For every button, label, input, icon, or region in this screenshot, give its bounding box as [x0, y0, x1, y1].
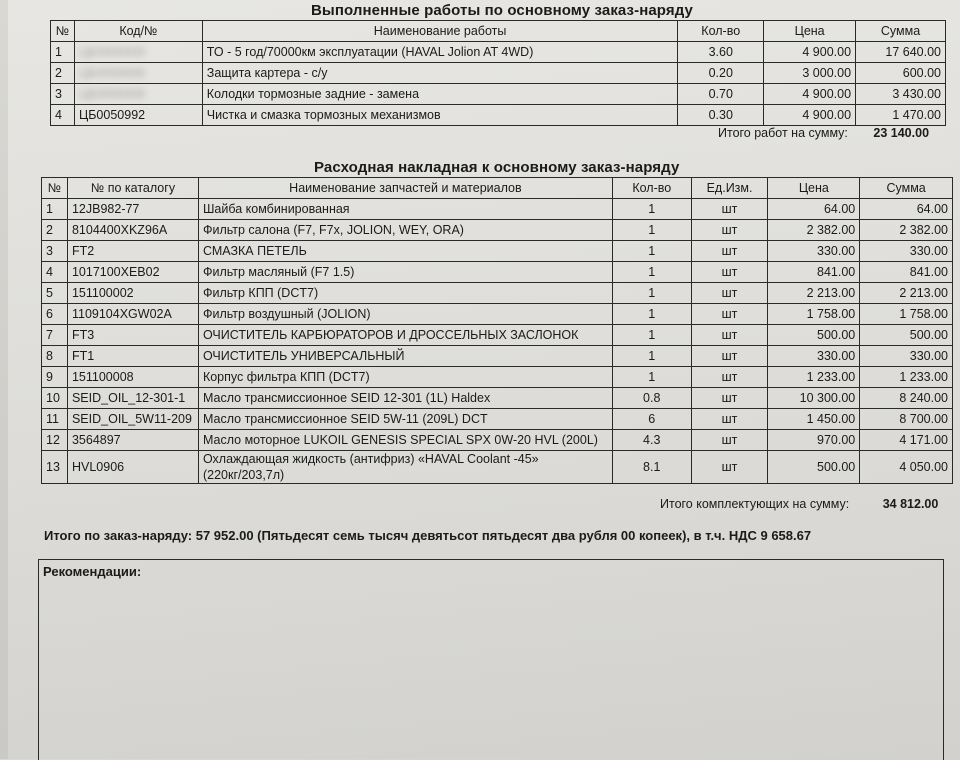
cell-name: Чистка и смазка тормозных механизмов — [202, 105, 678, 126]
table-row — [42, 325, 953, 346]
cell-code — [74, 63, 202, 84]
table-row — [51, 42, 946, 63]
cell-qty: 1 — [612, 220, 691, 241]
recommendations-box — [38, 559, 944, 760]
cell-name: Фильтр воздушный (JOLION) — [198, 304, 612, 325]
table-row — [42, 199, 953, 220]
cell-unit: шт — [691, 367, 768, 388]
cell-catalog: SEID_OIL_12-301-1 — [67, 388, 198, 409]
cell-qty: 4.3 — [612, 430, 691, 451]
cell-catalog: FT3 — [67, 325, 198, 346]
cell-name: Масло трансмиссионное SEID 5W-11 (209L) DCT — [198, 409, 612, 430]
cell-sum: 8 240.00 — [860, 388, 953, 409]
parts-total-label: Итого комплектующих на сумму: — [660, 497, 850, 511]
blurred-code: ЦБ0000000 — [78, 45, 146, 59]
cell-sum: 330.00 — [860, 241, 953, 262]
cell-price: 2 382.00 — [768, 220, 860, 241]
cell-price: 1 758.00 — [768, 304, 860, 325]
cell-qty: 1 — [612, 199, 691, 220]
cell-n: 1 — [51, 42, 75, 63]
parts-header-name: Наименование запчастей и материалов — [198, 178, 612, 199]
cell-name: ОЧИСТИТЕЛЬ УНИВЕРСАЛЬНЫЙ — [198, 346, 612, 367]
works-header-n: № — [51, 21, 75, 42]
cell-catalog: HVL0906 — [67, 451, 198, 484]
cell-price: 2 213.00 — [768, 283, 860, 304]
cell-qty: 0.30 — [678, 105, 764, 126]
cell-n: 4 — [42, 262, 68, 283]
cell-n: 10 — [42, 388, 68, 409]
cell-price: 4 900.00 — [764, 105, 856, 126]
table-row — [42, 367, 953, 388]
cell-qty: 1 — [612, 241, 691, 262]
cell-qty: 0.8 — [612, 388, 691, 409]
table-row — [42, 388, 953, 409]
parts-header-n: № — [42, 178, 68, 199]
cell-unit: шт — [691, 451, 768, 484]
cell-unit: шт — [691, 262, 768, 283]
cell-name: Фильтр салона (F7, F7x, JOLION, WEY, ORA) — [198, 220, 612, 241]
works-table — [50, 20, 946, 126]
cell-price: 841.00 — [768, 262, 860, 283]
cell-name: Защита картера - с/у — [202, 63, 678, 84]
cell-n: 5 — [42, 283, 68, 304]
cell-name: Фильтр КПП (DCT7) — [198, 283, 612, 304]
cell-n: 1 — [42, 199, 68, 220]
cell-n: 8 — [42, 346, 68, 367]
table-row — [42, 220, 953, 241]
cell-sum: 4 171.00 — [860, 430, 953, 451]
cell-qty: 0.20 — [678, 63, 764, 84]
cell-n: 6 — [42, 304, 68, 325]
cell-qty: 0.70 — [678, 84, 764, 105]
cell-sum: 1 233.00 — [860, 367, 953, 388]
cell-sum: 500.00 — [860, 325, 953, 346]
cell-unit: шт — [691, 283, 768, 304]
works-title: Выполненные работы по основному заказ-наряду — [311, 2, 693, 19]
cell-price: 330.00 — [768, 346, 860, 367]
table-row — [42, 262, 953, 283]
cell-n: 2 — [42, 220, 68, 241]
cell-n: 12 — [42, 430, 68, 451]
cell-catalog: FT1 — [67, 346, 198, 367]
cell-sum: 3 430.00 — [856, 84, 946, 105]
works-header-qty: Кол-во — [678, 21, 764, 42]
parts-header-sum: Сумма — [860, 178, 953, 199]
cell-unit: шт — [691, 241, 768, 262]
cell-qty: 8.1 — [612, 451, 691, 484]
cell-catalog: 1109104XGW02A — [67, 304, 198, 325]
cell-code — [74, 84, 202, 105]
parts-header-cat: № по каталогу — [67, 178, 198, 199]
cell-name — [198, 451, 612, 484]
works-header-row — [51, 21, 946, 42]
parts-total-value: 34 812.00 — [882, 497, 939, 511]
cell-code: ЦБ0050992 — [74, 105, 202, 126]
cell-price: 64.00 — [768, 199, 860, 220]
cell-catalog: 151100008 — [67, 367, 198, 388]
cell-sum: 17 640.00 — [856, 42, 946, 63]
cell-sum: 1 470.00 — [856, 105, 946, 126]
parts-header-unit: Ед.Изм. — [691, 178, 768, 199]
table-row — [51, 105, 946, 126]
works-header-code: Код/№ — [74, 21, 202, 42]
cell-n: 13 — [42, 451, 68, 484]
cell-price: 500.00 — [768, 451, 860, 484]
cell-unit: шт — [691, 409, 768, 430]
cell-n: 11 — [42, 409, 68, 430]
works-header-name: Наименование работы — [202, 21, 678, 42]
parts-header-qty: Кол-во — [612, 178, 691, 199]
table-row — [51, 63, 946, 84]
parts-body — [42, 199, 953, 484]
cell-name: Масло трансмиссионное SEID 12-301 (1L) Haldex — [198, 388, 612, 409]
cell-name: Корпус фильтра КПП (DCT7) — [198, 367, 612, 388]
cell-sum: 2 382.00 — [860, 220, 953, 241]
cell-qty: 1 — [612, 304, 691, 325]
works-header-sum: Сумма — [856, 21, 946, 42]
cell-name: Колодки тормозные задние - замена — [202, 84, 678, 105]
table-row — [42, 451, 953, 484]
cell-qty: 1 — [612, 367, 691, 388]
parts-header-price: Цена — [768, 178, 860, 199]
works-total-value: 23 140.00 — [873, 126, 930, 140]
cell-unit: шт — [691, 220, 768, 241]
cell-sum: 8 700.00 — [860, 409, 953, 430]
blurred-code: ЦБ0000000 — [78, 87, 146, 101]
parts-table — [41, 177, 953, 484]
cell-catalog: 1017100XEB02 — [67, 262, 198, 283]
order-total: Итого по заказ-наряду: 57 952.00 (Пятьдесят семь тысяч девятьсот пятьдесят два рубля 00 копеек), в т.ч. НДС 9 658.67 — [44, 528, 812, 543]
cell-sum: 2 213.00 — [860, 283, 953, 304]
cell-price: 1 450.00 — [768, 409, 860, 430]
parts-total — [660, 497, 938, 511]
cell-sum: 64.00 — [860, 199, 953, 220]
cell-sum: 1 758.00 — [860, 304, 953, 325]
cell-unit: шт — [691, 388, 768, 409]
table-row — [42, 409, 953, 430]
cell-price: 970.00 — [768, 430, 860, 451]
works-header-price: Цена — [764, 21, 856, 42]
table-row — [42, 346, 953, 367]
table-row — [51, 84, 946, 105]
cell-name: Шайба комбинированная — [198, 199, 612, 220]
blurred-code: ЦБ0000000 — [78, 66, 146, 80]
cell-price: 10 300.00 — [768, 388, 860, 409]
cell-name: ТО - 5 год/70000км эксплуатации (HAVAL Jolion AT 4WD) — [202, 42, 678, 63]
cell-sum: 4 050.00 — [860, 451, 953, 484]
cell-catalog: 12JB982-77 — [67, 199, 198, 220]
cell-qty: 1 — [612, 346, 691, 367]
table-row — [42, 304, 953, 325]
cell-n: 3 — [42, 241, 68, 262]
parts-title: Расходная накладная к основному заказ-наряду — [314, 159, 680, 176]
cell-qty: 6 — [612, 409, 691, 430]
cell-price: 330.00 — [768, 241, 860, 262]
cell-n: 9 — [42, 367, 68, 388]
cell-n: 3 — [51, 84, 75, 105]
cell-price: 1 233.00 — [768, 367, 860, 388]
table-row — [42, 283, 953, 304]
recommendations-label: Рекомендации: — [43, 564, 142, 579]
parts-header-row — [42, 178, 953, 199]
cell-qty: 1 — [612, 325, 691, 346]
cell-unit: шт — [691, 199, 768, 220]
cell-catalog: FT2 — [67, 241, 198, 262]
cell-sum: 841.00 — [860, 262, 953, 283]
cell-qty: 1 — [612, 283, 691, 304]
cell-price: 3 000.00 — [764, 63, 856, 84]
cell-n: 2 — [51, 63, 75, 84]
table-row — [42, 241, 953, 262]
cell-name: СМАЗКА ПЕТЕЛЬ — [198, 241, 612, 262]
cell-catalog: SEID_OIL_5W11-209 — [67, 409, 198, 430]
cell-unit: шт — [691, 430, 768, 451]
cell-unit: шт — [691, 304, 768, 325]
cell-unit: шт — [691, 346, 768, 367]
cell-name-line1: Охлаждающая жидкость (антифриз) «HAVAL Coolant -45» — [202, 452, 539, 466]
cell-catalog: 151100002 — [67, 283, 198, 304]
cell-n: 4 — [51, 105, 75, 126]
cell-qty: 1 — [612, 262, 691, 283]
cell-name: ОЧИСТИТЕЛЬ КАРБЮРАТОРОВ И ДРОССЕЛЬНЫХ ЗАСЛОНОК — [198, 325, 612, 346]
cell-sum: 600.00 — [856, 63, 946, 84]
cell-name: Масло моторное LUKOIL GENESIS SPECIAL SPX 0W-20 HVL (200L) — [198, 430, 612, 451]
works-total — [718, 126, 929, 140]
cell-catalog: 8104400XKZ96A — [67, 220, 198, 241]
cell-price: 4 900.00 — [764, 84, 856, 105]
table-row — [42, 430, 953, 451]
cell-code — [74, 42, 202, 63]
cell-name: Фильтр масляный (F7 1.5) — [198, 262, 612, 283]
works-total-label: Итого работ на сумму: — [718, 126, 848, 140]
cell-catalog: 3564897 — [67, 430, 198, 451]
cell-sum: 330.00 — [860, 346, 953, 367]
cell-n: 7 — [42, 325, 68, 346]
cell-qty: 3.60 — [678, 42, 764, 63]
cell-unit: шт — [691, 325, 768, 346]
cell-price: 500.00 — [768, 325, 860, 346]
cell-price: 4 900.00 — [764, 42, 856, 63]
cell-name-line2: (220кг/203,7л) — [202, 468, 285, 482]
